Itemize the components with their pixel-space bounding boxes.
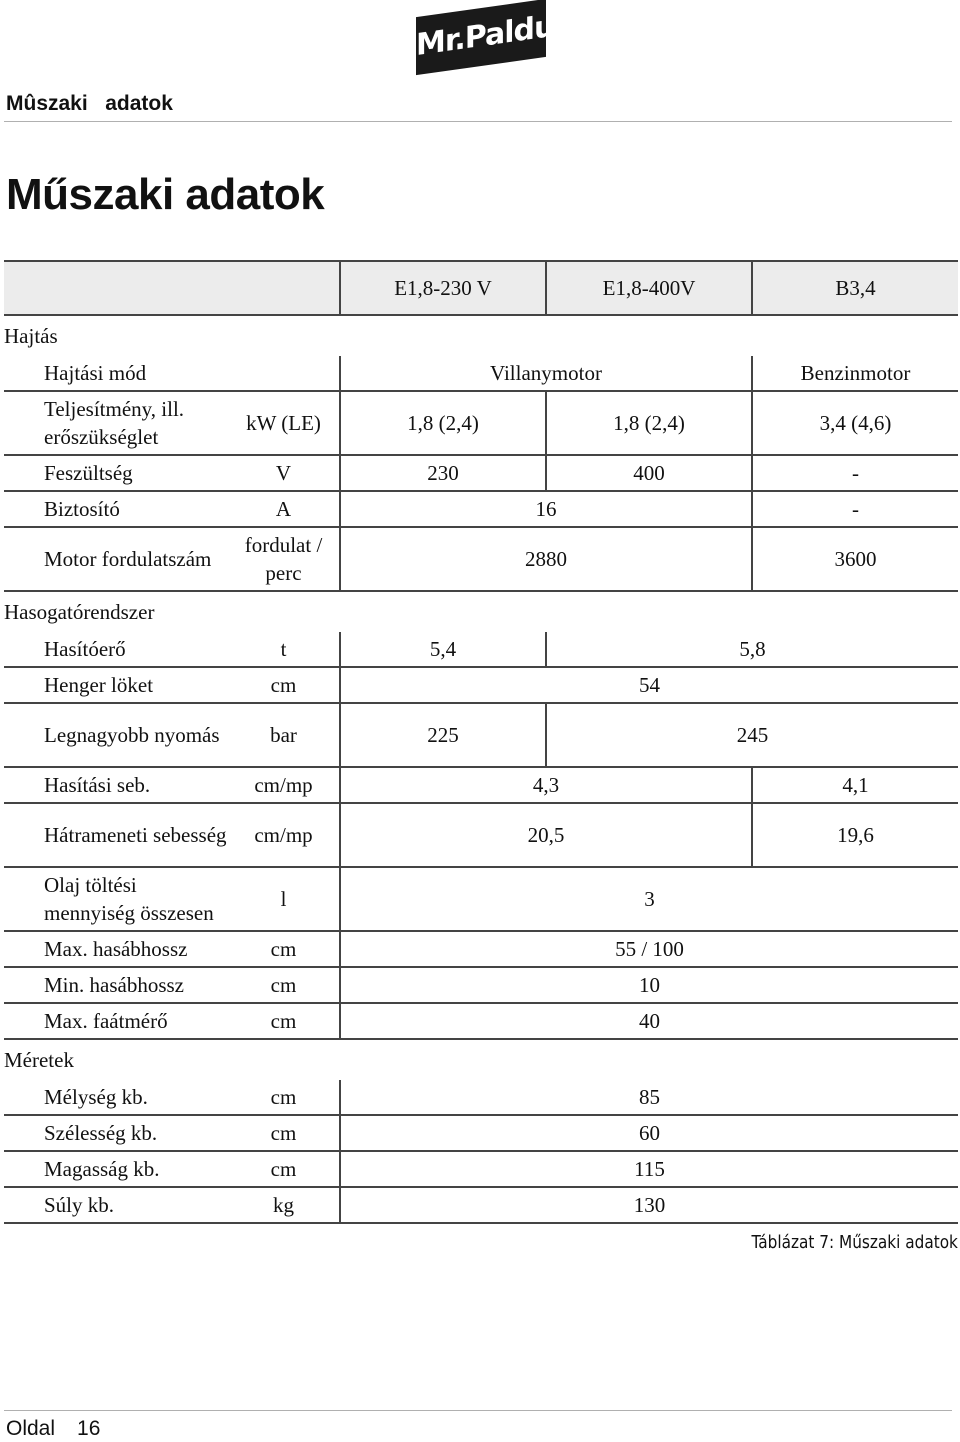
column-header: E1,8-400V [546,261,752,315]
value-cell: 3 [340,867,958,931]
value-cell: 55 / 100 [340,931,958,967]
value-cell: 225 [340,703,546,767]
running-header: Mûszaki adatok [6,92,173,115]
value-cell: Benzinmotor [752,356,958,391]
table-row [4,1151,958,1187]
page-number: 16 [77,1417,101,1440]
value-cell: 4,1 [752,767,958,803]
section-row [4,591,958,632]
row-unit: kW (LE) [228,391,340,455]
value-cell: 115 [340,1151,958,1187]
value-cell: 3600 [752,527,958,591]
table-row [4,391,958,455]
table-row [4,703,958,767]
table-row [4,1080,958,1115]
specs-table [4,260,958,1224]
table-row [4,632,958,667]
row-label: Hajtási mód [4,356,228,391]
value-cell: 5,8 [546,632,958,667]
table-row [4,491,958,527]
row-unit: cm [228,1151,340,1187]
column-header: B3,4 [752,261,958,315]
row-label: Max. hasábhossz [4,931,228,967]
value-cell: 16 [340,491,752,527]
table-row [4,667,958,703]
page-title: Műszaki adatok [6,170,325,219]
row-unit: V [228,455,340,491]
footer-divider [4,1410,952,1411]
row-label: Hátrameneti sebesség [4,803,228,867]
value-cell: - [752,491,958,527]
brand-logo: Mr.Paldu [416,0,546,75]
section-title: Méretek [4,1048,74,1072]
value-cell: - [752,455,958,491]
value-cell: 245 [546,703,958,767]
table-caption: Táblázat 7: Műszaki adatok [751,1232,958,1253]
value-cell: 130 [340,1187,958,1223]
table-row [4,1003,958,1039]
row-label: Biztosító [4,491,228,527]
row-label: Teljesítmény, ill. erőszükséglet [4,391,228,455]
row-label: Magasság kb. [4,1151,228,1187]
value-cell: 10 [340,967,958,1003]
value-cell: 54 [340,667,958,703]
value-cell: 60 [340,1115,958,1151]
value-cell: 19,6 [752,803,958,867]
page-label: Oldal [6,1417,56,1440]
row-unit: kg [228,1187,340,1223]
row-label: Mélység kb. [4,1080,228,1115]
row-unit: cm [228,1080,340,1115]
row-label: Min. hasábhossz [4,967,228,1003]
row-label: Feszültség [4,455,228,491]
table-row [4,1115,958,1151]
value-cell: 400 [546,455,752,491]
value-cell: Villanymotor [340,356,752,391]
row-unit: bar [228,703,340,767]
value-cell: 40 [340,1003,958,1039]
section-row [4,315,958,356]
column-header: E1,8-230 V [340,261,546,315]
table-row [4,356,958,391]
row-unit: cm/mp [228,803,340,867]
header-empty-cell [4,261,340,315]
value-cell: 1,8 (2,4) [340,391,546,455]
row-unit: l [228,867,340,931]
row-unit: fordulat / perc [228,527,340,591]
section-row [4,1039,958,1080]
table-header-row [4,261,958,315]
table-row [4,767,958,803]
value-cell: 85 [340,1080,958,1115]
table-body [4,315,958,1223]
table-row [4,931,958,967]
table-row [4,967,958,1003]
section-title: Hasogatórendszer [4,600,155,624]
value-cell: 2880 [340,527,752,591]
row-unit [228,356,340,391]
row-unit: cm [228,931,340,967]
value-cell: 5,4 [340,632,546,667]
row-label: Hasítási seb. [4,767,228,803]
section-title: Hajtás [4,324,58,348]
row-unit: cm [228,667,340,703]
row-unit: cm [228,1003,340,1039]
value-cell: 3,4 (4,6) [752,391,958,455]
page-footer [6,1417,100,1441]
table-row [4,527,958,591]
table-row [4,867,958,931]
table-row [4,455,958,491]
row-label: Súly kb. [4,1187,228,1223]
row-unit: t [228,632,340,667]
table-row [4,1187,958,1223]
row-label: Max. faátmérő [4,1003,228,1039]
row-unit: cm [228,967,340,1003]
value-cell: 20,5 [340,803,752,867]
header-divider [4,121,952,122]
value-cell: 1,8 (2,4) [546,391,752,455]
row-label: Olaj töltési mennyiség összesen [4,867,228,931]
row-label: Legnagyobb nyomás [4,703,228,767]
row-unit: A [228,491,340,527]
row-label: Motor fordulatszám [4,527,228,591]
row-unit: cm [228,1115,340,1151]
table-row [4,803,958,867]
row-unit: cm/mp [228,767,340,803]
row-label: Szélesség kb. [4,1115,228,1151]
row-label: Henger löket [4,667,228,703]
row-label: Hasítóerő [4,632,228,667]
value-cell: 4,3 [340,767,752,803]
value-cell: 230 [340,455,546,491]
